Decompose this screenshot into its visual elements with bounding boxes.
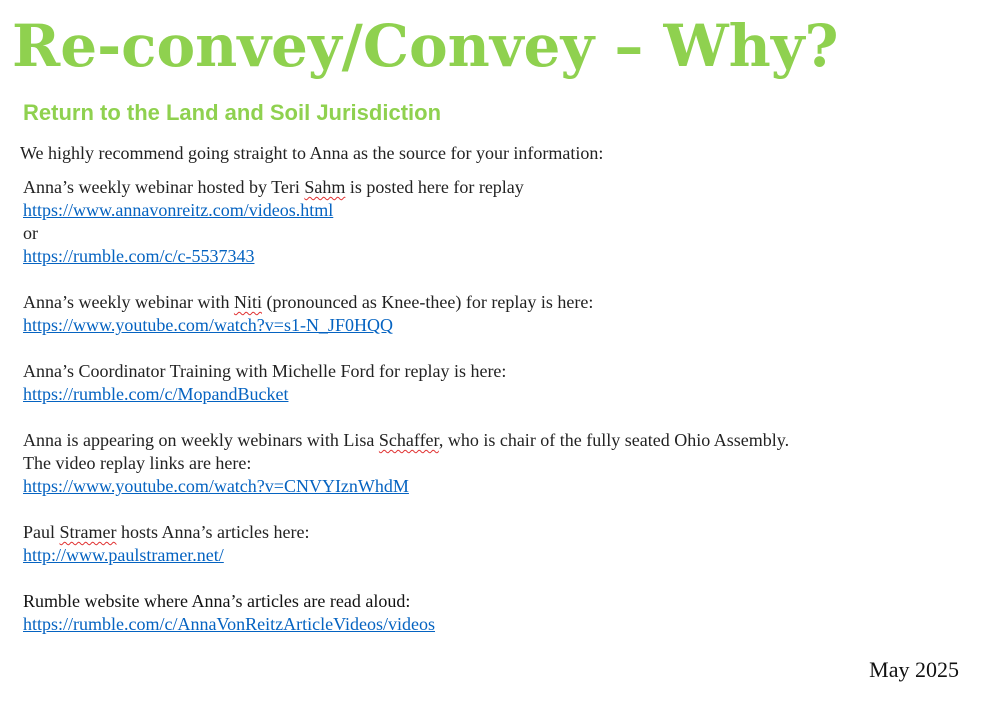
paragraph-niti-webinar xyxy=(23,291,953,337)
link-youtube-niti[interactable]: https://www.youtube.com/watch?v=s1-N_JF0HQQ xyxy=(23,315,393,335)
text-line xyxy=(23,291,953,314)
spellcheck-word: Schaffer xyxy=(378,430,439,450)
text-line: The video replay links are here: xyxy=(23,453,252,473)
link-rumble-article-videos[interactable]: https://rumble.com/c/AnnaVonReitzArticleVideos/videos xyxy=(23,614,436,634)
text-or: or xyxy=(23,223,38,243)
content-body xyxy=(23,176,953,659)
paragraph-teri-sahm-webinar xyxy=(23,176,953,268)
paragraph-paul-stramer xyxy=(23,521,953,567)
text-line: Rumble website where Anna’s articles are read aloud: xyxy=(23,591,411,611)
link-paulstramer[interactable]: http://www.paulstramer.net/ xyxy=(23,545,224,565)
page-subtitle: Return to the Land and Soil Jurisdiction xyxy=(23,100,442,125)
text-segment: (pronounced as Knee-thee) for replay is here: xyxy=(261,292,594,312)
link-youtube-schaffer[interactable]: https://www.youtube.com/watch?v=CNVYIznWhdM xyxy=(23,476,409,496)
link-rumble-channel[interactable]: https://rumble.com/c/c-5537343 xyxy=(23,246,255,266)
text-segment: , who is chair of the fully seated Ohio Assembly. xyxy=(438,430,790,450)
text-segment: Paul xyxy=(23,522,60,542)
document-date: May 2025 xyxy=(869,657,959,682)
link-annavonreitz-videos[interactable]: https://www.annavonreitz.com/videos.html xyxy=(23,200,334,220)
text-line: Anna’s Coordinator Training with Michelle Ford for replay is here: xyxy=(23,361,507,381)
text-segment: Anna’s weekly webinar with xyxy=(23,292,234,312)
paragraph-lisa-schaffer-webinar xyxy=(23,429,953,498)
intro-text: We highly recommend going straight to Anna as the source for your information: xyxy=(20,143,604,163)
link-rumble-mopandbucket[interactable]: https://rumble.com/c/MopandBucket xyxy=(23,384,289,404)
paragraph-coordinator-training xyxy=(23,360,953,406)
text-segment: hosts Anna’s articles here: xyxy=(116,522,310,542)
spellcheck-word: Stramer xyxy=(59,522,117,542)
text-line xyxy=(23,429,953,452)
page-title: Re-convey/Convey – Why? xyxy=(12,12,839,80)
text-line xyxy=(23,521,953,544)
text-line xyxy=(23,176,953,199)
spellcheck-word: Niti xyxy=(233,292,262,312)
text-segment: Anna’s weekly webinar hosted by Teri xyxy=(23,177,305,197)
spellcheck-word: Sahm xyxy=(304,177,346,197)
text-segment: Anna is appearing on weekly webinars with Lisa xyxy=(23,430,379,450)
paragraph-rumble-articles xyxy=(23,590,953,636)
text-segment: is posted here for replay xyxy=(345,177,524,197)
